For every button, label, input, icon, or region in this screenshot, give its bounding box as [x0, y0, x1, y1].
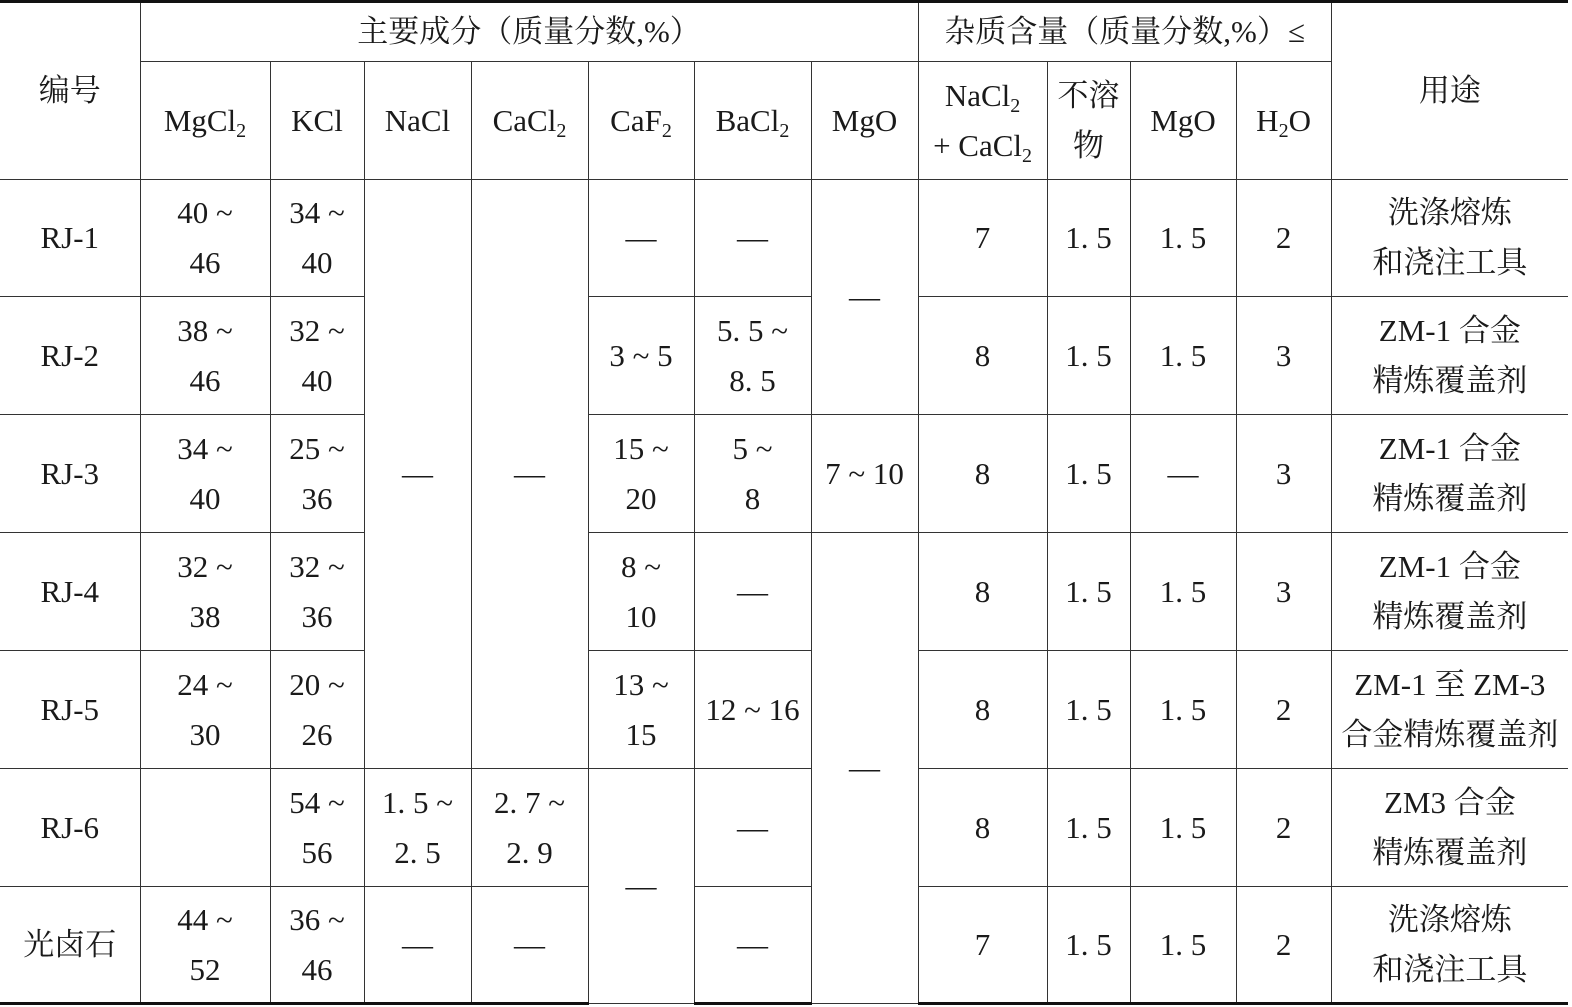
cell-imp-nacl2-cacl2: 8 — [918, 651, 1047, 769]
cell-usage-line: 精炼覆盖剂 — [1372, 480, 1528, 516]
cell-nacl-merged: — — [364, 180, 471, 769]
cell-usage — [1331, 415, 1568, 533]
header-col-nacl: NaCl — [364, 62, 471, 180]
cell-kcl-line: 36 ~ — [289, 901, 345, 937]
cell-bacl2 — [694, 651, 811, 769]
cell-caf2-line: — — [625, 220, 657, 255]
cell-h2o: 3 — [1236, 533, 1331, 651]
cell-caf2-line: 20 — [625, 480, 657, 516]
cell-nacl-line: 1. 5 ~ — [381, 784, 454, 820]
cell-mgcl2-line: 46 — [189, 362, 221, 398]
cell-kcl — [270, 533, 364, 651]
cell-caf2 — [588, 651, 694, 769]
cell-imp-nacl2-cacl2: 8 — [918, 769, 1047, 887]
cell-kcl-line: 26 — [301, 716, 333, 752]
cell-imp-nacl2-cacl2: 8 — [918, 297, 1047, 415]
cell-imp-insoluble: 1. 5 — [1047, 180, 1130, 297]
table-row — [0, 533, 1568, 651]
cell-usage — [1331, 297, 1568, 415]
cell-imp-insoluble: 1. 5 — [1047, 887, 1130, 1004]
cell-bacl2-line: 12 ~ 16 — [705, 691, 800, 727]
cell-bacl2 — [694, 769, 811, 887]
cell-usage-line: 洗涤熔炼 — [1387, 901, 1512, 937]
cell-imp-mgo: 1. 5 — [1130, 533, 1236, 651]
cell-mgcl2-line: 40 — [189, 480, 221, 516]
cell-kcl-line: 40 — [301, 362, 333, 398]
cell-mgcl2 — [140, 651, 270, 769]
cell-h2o: 3 — [1236, 415, 1331, 533]
cell-mgcl2 — [140, 180, 270, 297]
cell-usage-line: 合金精炼覆盖剂 — [1341, 716, 1559, 752]
cell-mgcl2 — [140, 297, 270, 415]
cell-cacl2-merged: — — [471, 180, 588, 769]
cell-imp-insoluble: 1. 5 — [1047, 769, 1130, 887]
cell-imp-nacl2-cacl2: 8 — [918, 415, 1047, 533]
cell-imp-insoluble: 1. 5 — [1047, 297, 1130, 415]
cell-bacl2-line: 8. 5 — [729, 362, 776, 398]
cell-caf2-line: 13 ~ — [613, 666, 669, 702]
cell-kcl — [270, 297, 364, 415]
header-id: 编号 — [0, 2, 140, 180]
cell-imp-nacl2-cacl2: 7 — [918, 887, 1047, 1004]
cell-bacl2-line: — — [737, 809, 768, 845]
cell-usage-line: 和浇注工具 — [1372, 245, 1528, 280]
cell-caf2 — [588, 297, 694, 415]
cell-usage-line: 洗涤熔炼 — [1387, 195, 1512, 230]
cell-bacl2-line: — — [737, 573, 768, 609]
cell-usage-line: ZM-1 合金 — [1378, 548, 1521, 584]
cell-kcl — [270, 415, 364, 533]
header-main-components: 主要成分（质量分数,%） — [140, 2, 918, 62]
cell-bacl2-line: — — [737, 220, 768, 255]
cell-kcl-line: 34 ~ — [289, 195, 345, 230]
cell-mgcl2 — [140, 415, 270, 533]
cell-bacl2-line: — — [737, 926, 768, 962]
cell-imp-insoluble: 1. 5 — [1047, 415, 1130, 533]
cell-usage-line: 和浇注工具 — [1372, 951, 1528, 987]
cell-kcl-line: 46 — [301, 951, 333, 987]
cell-caf2-merged: — — [588, 769, 694, 1004]
cell-caf2 — [588, 415, 694, 533]
cell-kcl — [270, 769, 364, 887]
cell-usage-line: ZM-1 至 ZM-3 — [1354, 666, 1546, 702]
cell-imp-mgo: 1. 5 — [1130, 887, 1236, 1004]
cell-kcl — [270, 651, 364, 769]
cell-caf2-line: 10 — [625, 598, 657, 634]
cell-mgcl2-line: 24 ~ — [177, 666, 233, 702]
table-row — [0, 651, 1568, 769]
cell-imp-mgo: 1. 5 — [1130, 651, 1236, 769]
cell-imp-insoluble: 1. 5 — [1047, 533, 1130, 651]
cell-caf2 — [588, 180, 694, 297]
cell-mgcl2 — [140, 533, 270, 651]
cell-kcl-line: 40 — [301, 245, 333, 280]
cell-imp-mgo: 1. 5 — [1130, 297, 1236, 415]
cell-nacl — [364, 769, 471, 887]
cell-bacl2-line: 8 — [744, 480, 761, 516]
cell-bacl2-line: 5 ~ — [732, 430, 773, 466]
cell-id: RJ-6 — [0, 769, 140, 887]
cell-mgcl2 — [140, 769, 270, 887]
cell-imp-mgo: 1. 5 — [1130, 180, 1236, 297]
cell-cacl2 — [471, 769, 588, 887]
cell-bacl2 — [694, 297, 811, 415]
cell-bacl2 — [694, 887, 811, 1004]
table-row — [0, 769, 1568, 887]
cell-nacl — [364, 887, 471, 1004]
cell-mgcl2-line: 32 ~ — [177, 548, 233, 584]
cell-bacl2 — [694, 533, 811, 651]
cell-id: 光卤石 — [0, 887, 140, 1004]
cell-mgcl2-line: 52 — [189, 951, 221, 987]
cell-bacl2 — [694, 180, 811, 297]
cell-h2o: 2 — [1236, 769, 1331, 887]
cell-mgcl2-line: 38 ~ — [177, 312, 233, 348]
cell-mgcl2-line: 38 — [189, 598, 221, 634]
cell-usage-line: 精炼覆盖剂 — [1372, 362, 1528, 398]
cell-nacl-line: 2. 5 — [394, 834, 441, 870]
cell-mgcl2-line: 30 — [189, 716, 221, 752]
cell-imp-mgo: — — [1130, 415, 1236, 533]
cell-nacl-line: — — [402, 926, 433, 962]
cell-kcl — [270, 180, 364, 297]
cell-cacl2 — [471, 887, 588, 1004]
cell-id: RJ-4 — [0, 533, 140, 651]
cell-caf2-line: 3 ~ 5 — [609, 337, 673, 373]
cell-bacl2 — [694, 415, 811, 533]
header-impurities: 杂质含量（质量分数,%）≤ — [918, 2, 1331, 62]
cell-kcl-line: 25 ~ — [289, 430, 345, 466]
cell-id: RJ-2 — [0, 297, 140, 415]
cell-caf2-line: 8 ~ — [620, 548, 662, 584]
cell-cacl2-line: — — [514, 926, 545, 962]
cell-imp-nacl2-cacl2: 8 — [918, 533, 1047, 651]
cell-cacl2-line: 2. 7 ~ — [493, 784, 566, 820]
table-row — [0, 415, 1568, 533]
cell-kcl — [270, 887, 364, 1004]
cell-mgcl2-line: 40 ~ — [177, 195, 233, 230]
cell-usage — [1331, 887, 1568, 1004]
cell-h2o: 2 — [1236, 180, 1331, 297]
header-col-h2o: $H_2O$ — [1236, 62, 1331, 180]
cell-usage — [1331, 769, 1568, 887]
header-usage: 用途 — [1331, 2, 1568, 180]
cell-kcl-line: 56 — [301, 834, 333, 870]
cell-usage-line: 精炼覆盖剂 — [1372, 834, 1528, 870]
table-row — [0, 180, 1568, 297]
cell-bacl2-line: 5. 5 ~ — [716, 312, 789, 348]
cell-mgo: 7 ~ 10 — [811, 415, 918, 533]
cell-mgcl2-line: 34 ~ — [177, 430, 233, 466]
header-col-caf2: CaF$_2$ — [588, 62, 694, 180]
header-col-imp-mgo: MgO — [1130, 62, 1236, 180]
cell-usage-line: ZM-1 合金 — [1378, 312, 1521, 348]
cell-mgo-merged: — — [811, 180, 918, 415]
cell-kcl-line: 20 ~ — [289, 666, 345, 702]
cell-imp-mgo: 1. 5 — [1130, 769, 1236, 887]
cell-h2o: 3 — [1236, 297, 1331, 415]
cell-usage-line: ZM-1 合金 — [1378, 430, 1521, 466]
header-col-bacl2: BaCl$_2$ — [694, 62, 811, 180]
cell-mgo-merged: — — [811, 533, 918, 1004]
cell-mgcl2-line: 44 ~ — [177, 901, 233, 937]
cell-usage — [1331, 533, 1568, 651]
cell-mgcl2 — [140, 887, 270, 1004]
cell-h2o: 2 — [1236, 651, 1331, 769]
cell-usage-line: 精炼覆盖剂 — [1372, 598, 1528, 634]
header-col-cacl2: CaCl$_2$ — [471, 62, 588, 180]
cell-id: RJ-1 — [0, 180, 140, 297]
cell-usage — [1331, 651, 1568, 769]
header-col-insoluble: 不溶 物 — [1047, 62, 1130, 180]
cell-h2o: 2 — [1236, 887, 1331, 1004]
header-col-mgo: MgO — [811, 62, 918, 180]
cell-caf2 — [588, 533, 694, 651]
cell-id: RJ-3 — [0, 415, 140, 533]
cell-kcl-line: 36 — [301, 480, 333, 516]
cell-usage — [1331, 180, 1568, 297]
cell-kcl-line: 54 ~ — [289, 784, 345, 820]
cell-id: RJ-5 — [0, 651, 140, 769]
cell-kcl-line: 36 — [301, 598, 333, 634]
cell-imp-nacl2-cacl2: 7 — [918, 180, 1047, 297]
cell-imp-insoluble: 1. 5 — [1047, 651, 1130, 769]
cell-mgcl2-line: 46 — [189, 245, 221, 280]
cell-usage-line: ZM3 合金 — [1383, 784, 1516, 820]
table-row — [0, 297, 1568, 415]
header-col-kcl: KCl — [270, 62, 364, 180]
cell-kcl-line: 32 ~ — [289, 312, 345, 348]
cell-cacl2-line: 2. 9 — [506, 834, 553, 870]
table-row — [0, 887, 1568, 1004]
cell-caf2-line: 15 ~ — [613, 430, 669, 466]
cell-kcl-line: 32 ~ — [289, 548, 345, 584]
cell-caf2-line: 15 — [625, 716, 657, 752]
header-col-mgcl2: MgCl$_2$ — [140, 62, 270, 180]
header-col-nacl2-cacl2: NaCl$_2$ + CaCl$_2$ — [918, 62, 1047, 180]
